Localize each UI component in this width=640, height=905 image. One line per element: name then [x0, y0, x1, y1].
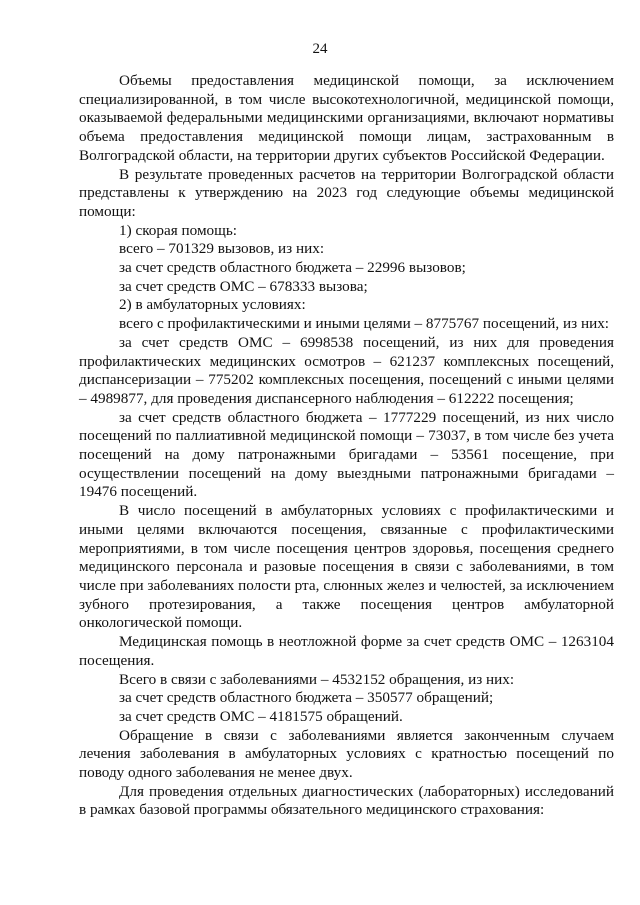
paragraph-urgent-care: Медицинская помощь в неотложной форме за счет средств ОМС – 1263104 посещения.: [79, 633, 614, 669]
ambulance-oms: за счет средств ОМС – 678333 вызова;: [119, 277, 368, 295]
list-item-ambulance: 1) скорая помощь:: [119, 221, 237, 239]
page-number: 24: [312, 41, 328, 57]
ambulance-regional-budget: за счет средств областного бюджета – 22996 вызовов;: [119, 259, 466, 277]
paragraph-visits-include: В число посещений в амбулаторных условиях с профилактическими и иными целями включаются посещения, связанные с профилактическими мероприятиями, в том числе посещения центров здоровья, посещения среднего медицинского персонала и разовые посещения в связи с заболеваниями, в том числе при заболеваниях полости рта, слюнных желез и челюстей, за исключением зубного протезирования, а также посещения центров амбулаторной онкологической помощи.: [79, 502, 614, 632]
disease-visits-regional-budget: за счет средств областного бюджета – 350577 обращений;: [119, 689, 494, 707]
paragraph-diagnostics: Для проведения отдельных диагностических (лабораторных) исследований в рамках базовой программы обязательного медицинского страхования:: [79, 782, 614, 819]
disease-visits-oms: за счет средств ОМС – 4181575 обращений.: [119, 707, 403, 725]
paragraph-disease-definition: Обращение в связи с заболеваниями является законченным случаем лечения заболевания в амбулаторных условиях с кратностью посещений по поводу одного заболевания не менее двух.: [79, 726, 614, 782]
paragraph-results: В результате проведенных расчетов на территории Волгоградской области представлены к утверждению на 2023 год следующие объемы медицинской помощи:: [79, 165, 614, 220]
disease-visits-total: Всего в связи с заболеваниями – 4532152 обращения, из них:: [119, 670, 515, 688]
paragraph-intro: Объемы предоставления медицинской помощи, за исключением специализированной, в том числе высокотехнологичной, медицинской помощи, оказываемой федеральными медицинскими организациями, включают нормативы объема предоставления медицинской помощи лицам, застрахованным в Волгоградской области, на территории других субъектов Российской Федерации.: [79, 72, 614, 164]
outpatient-oms: за счет средств ОМС – 6998538 посещений, из них для проведения профилактических медицинских осмотров – 621237 комплексных посещений, диспансеризации – 775202 комплексных посещения, посещений с иными целями – 4989877, для проведения диспансерного наблюдения – 612222 посещения;: [79, 333, 614, 407]
list-item-outpatient: 2) в амбулаторных условиях:: [119, 296, 306, 314]
outpatient-regional-budget: за счет средств областного бюджета – 1777229 посещений, из них число посещений по паллиативной медицинской помощи – 73037, в том числе без учета посещений на дому патронажными бригадами – 53561 посещение, при осуществлении посещений на дому выездными патронажными бригадами – 19476 посещений.: [79, 408, 614, 501]
outpatient-total: всего с профилактическими и иными целями – 8775767 посещений, из них:: [119, 315, 610, 333]
ambulance-total: всего – 701329 вызовов, из них:: [119, 240, 325, 258]
document-body: [79, 72, 614, 820]
